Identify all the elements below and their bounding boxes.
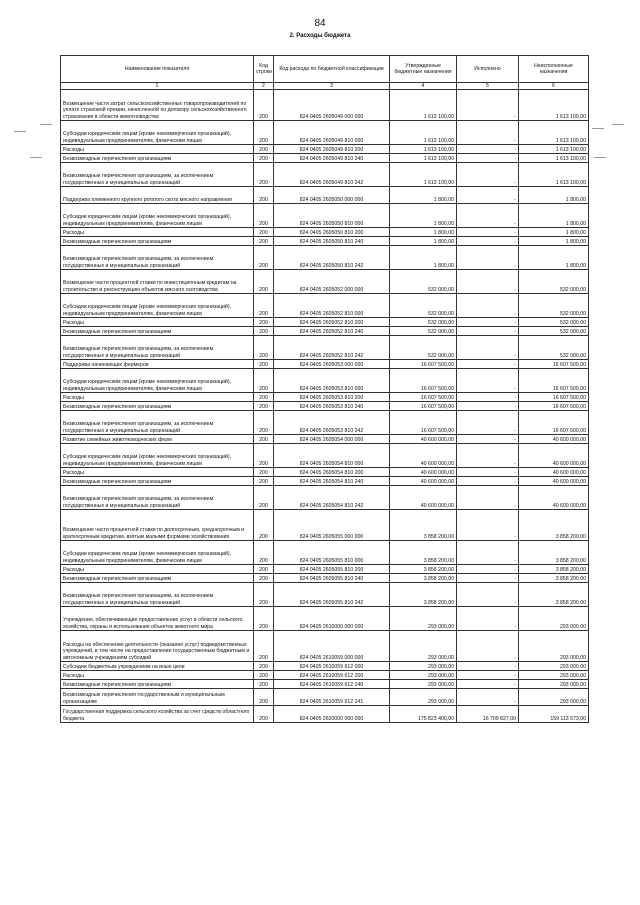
row-name: Безвозмездные перечисления организациям, за исключением государственных и муниципальных организаций (61, 163, 254, 187)
row-unexecuted: 532 000,00 (519, 270, 589, 294)
row-unexecuted: 293 000,00 (519, 689, 589, 706)
row-expense-code: 824 0405 2620000 000 000 (274, 706, 390, 723)
row-approved: 16 607 500,00 (390, 393, 457, 402)
row-unexecuted: 293 000,00 (519, 607, 589, 631)
row-unexecuted: 293 000,00 (519, 671, 589, 680)
row-executed: - (457, 204, 519, 228)
row-approved: 16 607 500,00 (390, 402, 457, 411)
row-expense-code: 824 0405 2610059 612 241 (274, 689, 390, 706)
row-line-code: 200 (254, 486, 274, 510)
table-row (61, 510, 589, 541)
header-indicator-name: Наименование показателя (61, 56, 254, 83)
row-unexecuted: 1 613 100,00 (519, 145, 589, 154)
row-approved: 293 000,00 (390, 607, 457, 631)
row-unexecuted: 1 613 100,00 (519, 90, 589, 121)
row-expense-code: 824 0405 2605049 810 000 (274, 121, 390, 145)
row-executed: - (457, 680, 519, 689)
table-row (61, 294, 589, 318)
row-executed: - (457, 402, 519, 411)
table-row (61, 689, 589, 706)
row-name: Возмещение части процентной ставки по инвестиционным кредитам на строительство и реконструкцию объектов мясного скотоводства (61, 270, 254, 294)
row-name: Безвозмездные перечисления организациям, за исключением государственных и муниципальных организаций (61, 336, 254, 360)
row-approved: 1 800,00 (390, 246, 457, 270)
row-approved: 532 000,00 (390, 318, 457, 327)
row-unexecuted: 1 800,00 (519, 204, 589, 228)
table-row (61, 393, 589, 402)
row-approved: 40 600 000,00 (390, 444, 457, 468)
row-name: Расходы (61, 393, 254, 402)
row-unexecuted: 40 600 000,00 (519, 477, 589, 486)
row-expense-code: 824 0405 2605050 000 000 (274, 187, 390, 204)
row-executed: - (457, 631, 519, 662)
table-row (61, 680, 589, 689)
row-approved: 40 600 000,00 (390, 486, 457, 510)
row-executed: - (457, 270, 519, 294)
row-name: Расходы на обеспечение деятельности (оказание услуг) подведомственных учреждений, в том числе на предоставление государственным бюджетным и автономным учреждениям субсидий (61, 631, 254, 662)
row-executed: - (457, 671, 519, 680)
row-line-code: 200 (254, 689, 274, 706)
row-approved: 293 000,00 (390, 662, 457, 671)
row-unexecuted: 3 858 200,00 (519, 541, 589, 565)
row-line-code: 200 (254, 468, 274, 477)
row-executed: - (457, 294, 519, 318)
table-row (61, 336, 589, 360)
table-row (61, 607, 589, 631)
row-unexecuted: 16 607 500,00 (519, 369, 589, 393)
row-unexecuted: 16 607 500,00 (519, 402, 589, 411)
row-expense-code: 824 0405 2605053 810 000 (274, 369, 390, 393)
row-line-code: 200 (254, 369, 274, 393)
row-approved: 1 800,00 (390, 237, 457, 246)
row-executed: - (457, 369, 519, 393)
table-row (61, 583, 589, 607)
row-line-code: 200 (254, 662, 274, 671)
row-name: Субсидии юридическим лицам (кроме некоммерческих организаций), индивидуальным предпринимателям, физическим лицам (61, 204, 254, 228)
row-executed: - (457, 187, 519, 204)
row-executed: - (457, 411, 519, 435)
row-executed: - (457, 121, 519, 145)
table-row (61, 187, 589, 204)
row-name: Субсидии юридическим лицам (кроме некоммерческих организаций), индивидуальным предпринимателям, физическим лицам (61, 444, 254, 468)
row-line-code: 200 (254, 163, 274, 187)
row-name: Субсидии бюджетным учреждениям на иные цели (61, 662, 254, 671)
row-expense-code: 824 0405 2605049 810 240 (274, 154, 390, 163)
row-executed: - (457, 468, 519, 477)
row-line-code: 200 (254, 360, 274, 369)
table-row (61, 574, 589, 583)
row-executed: - (457, 237, 519, 246)
row-expense-code: 824 0405 2605055 810 000 (274, 541, 390, 565)
table-row (61, 163, 589, 187)
row-approved: 16 607 500,00 (390, 369, 457, 393)
row-expense-code: 824 0405 2605054 810 242 (274, 486, 390, 510)
row-line-code: 200 (254, 228, 274, 237)
row-approved: 532 000,00 (390, 294, 457, 318)
row-executed: - (457, 486, 519, 510)
row-expense-code: 824 0405 2605052 810 200 (274, 318, 390, 327)
row-approved: 293 000,00 (390, 671, 457, 680)
table-row (61, 327, 589, 336)
row-name: Безвозмездные перечисления организациям (61, 237, 254, 246)
row-unexecuted: 1 613 100,00 (519, 163, 589, 187)
row-name: Государственная поддержка сельского хозяйства за счет средств областного бюджета (61, 706, 254, 723)
table-row (61, 360, 589, 369)
row-line-code: 200 (254, 671, 274, 680)
row-unexecuted: 1 613 100,00 (519, 121, 589, 145)
row-line-code: 200 (254, 541, 274, 565)
row-unexecuted: 40 600 000,00 (519, 486, 589, 510)
row-name: Поддержка племенного крупного рогатого скота мясного направления (61, 187, 254, 204)
row-approved: 16 607 500,00 (390, 360, 457, 369)
row-approved: 40 600 000,00 (390, 435, 457, 444)
row-line-code: 200 (254, 294, 274, 318)
row-line-code: 200 (254, 607, 274, 631)
column-index: 5 (457, 83, 519, 90)
column-index: 1 (61, 83, 254, 90)
row-executed: - (457, 336, 519, 360)
table-row (61, 154, 589, 163)
row-approved: 532 000,00 (390, 336, 457, 360)
row-unexecuted: 1 800,00 (519, 187, 589, 204)
table-row (61, 90, 589, 121)
row-line-code: 200 (254, 565, 274, 574)
row-unexecuted: 1 800,00 (519, 246, 589, 270)
row-expense-code: 824 0405 2605049 000 000 (274, 90, 390, 121)
row-name: Субсидии юридическим лицам (кроме некоммерческих организаций), индивидуальным предпринимателям, физическим лицам (61, 369, 254, 393)
row-unexecuted: 293 000,00 (519, 662, 589, 671)
row-expense-code: 824 0405 2605053 000 000 (274, 360, 390, 369)
row-approved: 3 858 200,00 (390, 583, 457, 607)
header-expense-code: Код расхода по бюджетной классификации (274, 56, 390, 83)
row-expense-code: 824 0405 2605050 810 000 (274, 204, 390, 228)
row-line-code: 200 (254, 706, 274, 723)
table-row (61, 121, 589, 145)
row-approved: 3 858 200,00 (390, 565, 457, 574)
row-approved: 1 613 100,00 (390, 154, 457, 163)
column-index: 3 (274, 83, 390, 90)
row-executed: - (457, 510, 519, 541)
row-expense-code: 824 0405 2605054 810 000 (274, 444, 390, 468)
row-approved: 1 800,00 (390, 204, 457, 228)
row-line-code: 200 (254, 145, 274, 154)
row-name: Субсидии юридическим лицам (кроме некоммерческих организаций), индивидуальным предпринимателям, физическим лицам (61, 541, 254, 565)
row-executed: - (457, 154, 519, 163)
row-approved: 532 000,00 (390, 270, 457, 294)
row-approved: 1 613 100,00 (390, 121, 457, 145)
row-approved: 1 613 100,00 (390, 90, 457, 121)
row-unexecuted: 40 600 000,00 (519, 468, 589, 477)
margin-mark (40, 124, 52, 125)
row-name: Безвозмездные перечисления организациям (61, 327, 254, 336)
row-expense-code: 824 0405 2605050 810 200 (274, 228, 390, 237)
table-header-row (61, 56, 589, 83)
row-line-code: 200 (254, 402, 274, 411)
row-name: Расходы (61, 145, 254, 154)
row-line-code: 200 (254, 154, 274, 163)
row-unexecuted: 3 858 200,00 (519, 510, 589, 541)
row-approved: 1 800,00 (390, 228, 457, 237)
row-approved: 293 000,00 (390, 631, 457, 662)
table-row (61, 204, 589, 228)
table-row (61, 145, 589, 154)
row-name: Расходы (61, 228, 254, 237)
row-executed: - (457, 360, 519, 369)
row-line-code: 200 (254, 583, 274, 607)
row-expense-code: 824 0405 2605052 810 000 (274, 294, 390, 318)
margin-mark (30, 157, 42, 158)
row-expense-code: 824 0405 2605055 810 240 (274, 574, 390, 583)
row-expense-code: 824 0405 2605053 810 200 (274, 393, 390, 402)
row-line-code: 200 (254, 510, 274, 541)
row-expense-code: 824 0405 2605050 810 240 (274, 237, 390, 246)
row-expense-code: 824 0405 2605054 810 200 (274, 468, 390, 477)
row-line-code: 200 (254, 574, 274, 583)
row-expense-code: 824 0405 2610059 612 200 (274, 671, 390, 680)
row-expense-code: 824 0405 2605052 810 240 (274, 327, 390, 336)
row-expense-code: 824 0405 2605049 810 200 (274, 145, 390, 154)
row-name: Безвозмездные перечисления государственным и муниципальным организациям (61, 689, 254, 706)
row-name: Безвозмездные перечисления организациям (61, 574, 254, 583)
table-row (61, 318, 589, 327)
page-number: 84 (314, 18, 326, 29)
row-executed: 16 709 827,00 (457, 706, 519, 723)
row-approved: 293 000,00 (390, 689, 457, 706)
row-line-code: 200 (254, 187, 274, 204)
row-line-code: 200 (254, 318, 274, 327)
table-row (61, 237, 589, 246)
row-unexecuted: 1 800,00 (519, 228, 589, 237)
row-executed: - (457, 318, 519, 327)
row-name: Безвозмездные перечисления организациям, за исключением государственных и муниципальных организаций (61, 583, 254, 607)
expenditure-table (60, 55, 589, 723)
row-name: Субсидии юридическим лицам (кроме некоммерческих организаций), индивидуальным предпринимателям, физическим лицам (61, 294, 254, 318)
page-title: 2. Расходы бюджета (289, 33, 351, 39)
row-expense-code: 824 0405 2605052 000 000 (274, 270, 390, 294)
row-unexecuted: 1 800,00 (519, 237, 589, 246)
row-expense-code: 824 0405 2610059 612 240 (274, 680, 390, 689)
row-name: Учреждения, обеспечивающие предоставление услуг в области сельского хозяйства, охраны и использования объектов животного мира (61, 607, 254, 631)
row-expense-code: 824 0405 2605053 810 240 (274, 402, 390, 411)
row-name: Развитие семейных животноводческих ферм (61, 435, 254, 444)
row-line-code: 200 (254, 204, 274, 228)
table-row (61, 662, 589, 671)
row-name: Расходы (61, 468, 254, 477)
row-line-code: 200 (254, 444, 274, 468)
row-unexecuted: 3 858 200,00 (519, 583, 589, 607)
header-executed: Исполнено (457, 56, 519, 83)
row-name: Безвозмездные перечисления организациям (61, 402, 254, 411)
table-row (61, 468, 589, 477)
table-row (61, 631, 589, 662)
row-executed: - (457, 444, 519, 468)
row-approved: 175 823 400,00 (390, 706, 457, 723)
row-approved: 1 800,00 (390, 187, 457, 204)
row-expense-code: 824 0405 2605055 810 242 (274, 583, 390, 607)
row-approved: 3 858 200,00 (390, 541, 457, 565)
row-line-code: 200 (254, 237, 274, 246)
table-row (61, 565, 589, 574)
table-row (61, 477, 589, 486)
table-row (61, 228, 589, 237)
row-approved: 40 600 000,00 (390, 468, 457, 477)
row-executed: - (457, 662, 519, 671)
table-row (61, 270, 589, 294)
row-line-code: 200 (254, 393, 274, 402)
column-index: 6 (519, 83, 589, 90)
column-index: 4 (390, 83, 457, 90)
row-approved: 1 613 100,00 (390, 145, 457, 154)
row-expense-code: 824 0405 2605054 000 000 (274, 435, 390, 444)
row-executed: - (457, 145, 519, 154)
row-name: Возмещение части затрат сельскохозяйственных товаропроизводителей по уплате страховой премии, начисленной по договору сельскохозяйственного страхования в области животноводства (61, 90, 254, 121)
header-unexecuted: Неисполненные назначения (519, 56, 589, 83)
row-executed: - (457, 574, 519, 583)
row-line-code: 200 (254, 90, 274, 121)
row-name: Расходы (61, 318, 254, 327)
margin-mark (612, 124, 624, 125)
row-approved: 532 000,00 (390, 327, 457, 336)
row-unexecuted: 16 607 500,00 (519, 393, 589, 402)
row-executed: - (457, 689, 519, 706)
row-unexecuted: 532 000,00 (519, 327, 589, 336)
row-approved: 40 600 000,00 (390, 477, 457, 486)
table-row (61, 444, 589, 468)
table-row (61, 706, 589, 723)
row-executed: - (457, 90, 519, 121)
row-expense-code: 824 0405 2605055 000 000 (274, 510, 390, 541)
table-row (61, 246, 589, 270)
row-expense-code: 824 0405 2605050 810 242 (274, 246, 390, 270)
row-name: Возмещение части процентной ставки по долгосрочным, среднесрочным и краткосрочным кредитам, взятым малыми формами хозяйствования (61, 510, 254, 541)
row-executed: - (457, 607, 519, 631)
row-expense-code: 824 0405 2605053 810 242 (274, 411, 390, 435)
row-executed: - (457, 565, 519, 574)
row-line-code: 200 (254, 631, 274, 662)
row-executed: - (457, 583, 519, 607)
row-unexecuted: 293 000,00 (519, 631, 589, 662)
row-line-code: 200 (254, 327, 274, 336)
row-line-code: 200 (254, 270, 274, 294)
row-line-code: 200 (254, 246, 274, 270)
row-name: Безвозмездные перечисления организациям (61, 680, 254, 689)
table-row (61, 402, 589, 411)
row-name: Расходы (61, 671, 254, 680)
row-executed: - (457, 435, 519, 444)
row-expense-code: 824 0405 2610059 612 000 (274, 662, 390, 671)
row-line-code: 200 (254, 680, 274, 689)
row-approved: 16 607 500,00 (390, 411, 457, 435)
row-expense-code: 824 0405 2605049 810 242 (274, 163, 390, 187)
row-name: Безвозмездные перечисления организациям, за исключением государственных и муниципальных организаций (61, 246, 254, 270)
row-approved: 1 613 100,00 (390, 163, 457, 187)
row-unexecuted: 532 000,00 (519, 294, 589, 318)
table-row (61, 411, 589, 435)
margin-mark (592, 128, 604, 129)
row-approved: 3 858 200,00 (390, 574, 457, 583)
row-unexecuted: 3 858 200,00 (519, 574, 589, 583)
row-name: Безвозмездные перечисления организациям, за исключением государственных и муниципальных организаций (61, 486, 254, 510)
column-index: 2 (254, 83, 274, 90)
row-executed: - (457, 327, 519, 336)
margin-mark (594, 157, 606, 158)
row-unexecuted: 40 600 000,00 (519, 444, 589, 468)
row-executed: - (457, 163, 519, 187)
row-approved: 3 858 200,00 (390, 510, 457, 541)
margin-mark (14, 131, 26, 132)
row-executed: - (457, 246, 519, 270)
row-line-code: 200 (254, 121, 274, 145)
row-unexecuted: 3 858 200,00 (519, 565, 589, 574)
row-line-code: 200 (254, 411, 274, 435)
header-approved: Утвержденные бюджетные назначения (390, 56, 457, 83)
table-row (61, 435, 589, 444)
row-name: Безвозмездные перечисления организациям (61, 477, 254, 486)
row-line-code: 200 (254, 336, 274, 360)
column-index-row (61, 83, 589, 90)
row-unexecuted: 532 000,00 (519, 336, 589, 360)
row-line-code: 200 (254, 435, 274, 444)
header-line-code: Код строки (254, 56, 274, 83)
row-name: Субсидии юридическим лицам (кроме некоммерческих организаций), индивидуальным предпринимателям, физическим лицам (61, 121, 254, 145)
row-unexecuted: 16 607 500,00 (519, 411, 589, 435)
row-name: Безвозмездные перечисления организациям (61, 154, 254, 163)
row-executed: - (457, 477, 519, 486)
row-name: Расходы (61, 565, 254, 574)
row-expense-code: 824 0405 2610059 000 000 (274, 631, 390, 662)
table-row (61, 671, 589, 680)
row-unexecuted: 1 613 100,00 (519, 154, 589, 163)
table-row (61, 541, 589, 565)
row-unexecuted: 40 600 000,00 (519, 435, 589, 444)
row-executed: - (457, 393, 519, 402)
row-unexecuted: 532 000,00 (519, 318, 589, 327)
row-expense-code: 824 0405 2610000 000 000 (274, 607, 390, 631)
row-unexecuted: 16 607 500,00 (519, 360, 589, 369)
table-row (61, 486, 589, 510)
row-approved: 293 000,00 (390, 680, 457, 689)
row-name: Поддержка начинающих фермеров (61, 360, 254, 369)
row-unexecuted: 159 113 573,00 (519, 706, 589, 723)
row-expense-code: 824 0405 2605054 810 240 (274, 477, 390, 486)
row-expense-code: 824 0405 2605055 810 200 (274, 565, 390, 574)
row-executed: - (457, 228, 519, 237)
row-unexecuted: 293 000,00 (519, 680, 589, 689)
table-row (61, 369, 589, 393)
row-executed: - (457, 541, 519, 565)
row-line-code: 200 (254, 477, 274, 486)
row-name: Безвозмездные перечисления организациям, за исключением государственных и муниципальных организаций (61, 411, 254, 435)
row-expense-code: 824 0405 2605052 810 242 (274, 336, 390, 360)
